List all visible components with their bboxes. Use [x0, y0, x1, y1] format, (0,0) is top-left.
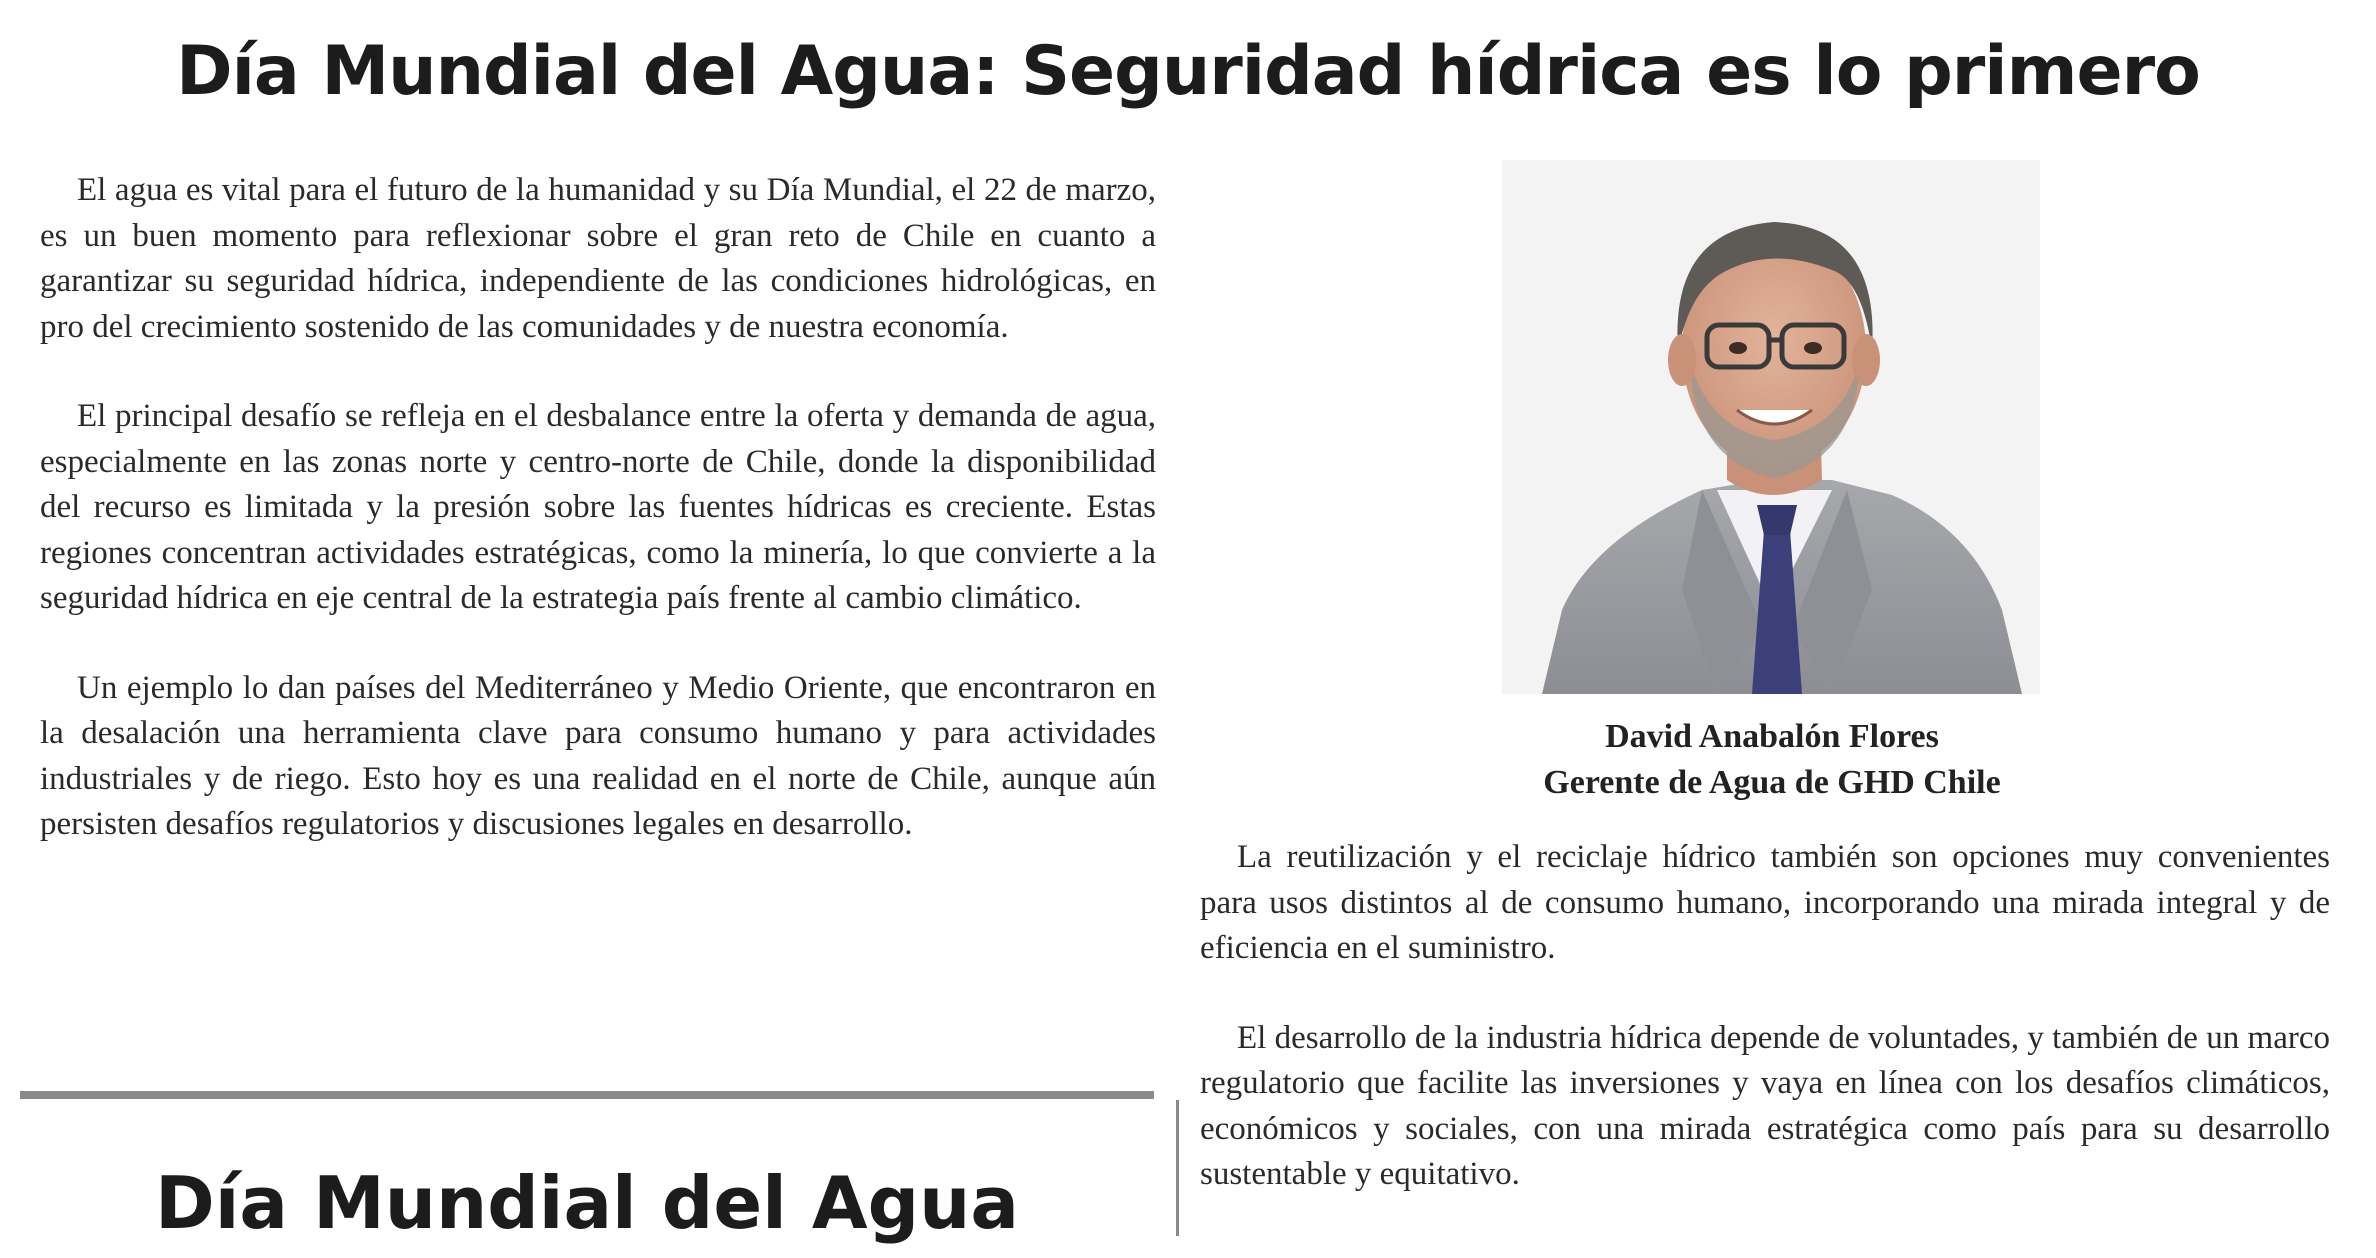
- article-left-column: [40, 168, 1156, 892]
- article-paragraph: El agua es vital para el futuro de la humanidad y su Día Mundial, el 22 de marzo, es un buen momento para reflexionar sobre el gran reto de Chile en cuanto a garantizar su seguridad hídrica, independiente de las condiciones hidrológicas, en pro del crecimiento sostenido de las comunidades y de nuestra economía.: [40, 172, 1156, 345]
- column-divider: [1176, 1100, 1179, 1236]
- article-paragraph: La reutilización y el reciclaje hídrico también son opciones muy convenientes para usos distintos al de consumo humano, incorporando una mirada integral y de eficiencia en el suministro.: [1200, 839, 2330, 966]
- article-paragraph: Un ejemplo lo dan países del Mediterráneo y Medio Oriente, que encontraron en la desalación una herramienta clave para consumo humano y para actividades industriales y de riego. Esto hoy es una realidad en el norte de Chile, aunque aún persisten desafíos regulatorios y discusiones legales en desarrollo.: [40, 669, 1156, 842]
- section-divider: [20, 1091, 1154, 1099]
- author-photo: [1502, 160, 2040, 694]
- article-paragraph: El desarrollo de la industria hídrica depende de voluntades, y también de un marco regulatorio que facilite las inversiones y vaya en línea con los desafíos climáticos, económicos y sociales, con una mirada estratégica como país para su desarrollo sustentable y equitativo.: [1200, 1019, 2330, 1192]
- author-name: David Anabalón Flores: [1605, 718, 1939, 755]
- next-article-headline: Día Mundial del Agua: [154, 1161, 1020, 1245]
- article-right-column: [1200, 835, 2330, 1242]
- author-caption: [1452, 714, 2092, 806]
- article-headline: Día Mundial del Agua: Seguridad hídrica es lo primero: [176, 32, 2200, 111]
- author-title: Gerente de Agua de GHD Chile: [1543, 764, 2001, 801]
- article-paragraph: El principal desafío se refleja en el desbalance entre la oferta y demanda de agua, especialmente en las zonas norte y centro-norte de Chile, donde la disponibilidad del recurso es limitada y la presión sobre las fuentes hídricas es creciente. Estas regiones concentran actividades estratégicas, como la minería, lo que convierte a la seguridad hídrica en eje central de la estrategia país frente al cambio climático.: [40, 398, 1156, 616]
